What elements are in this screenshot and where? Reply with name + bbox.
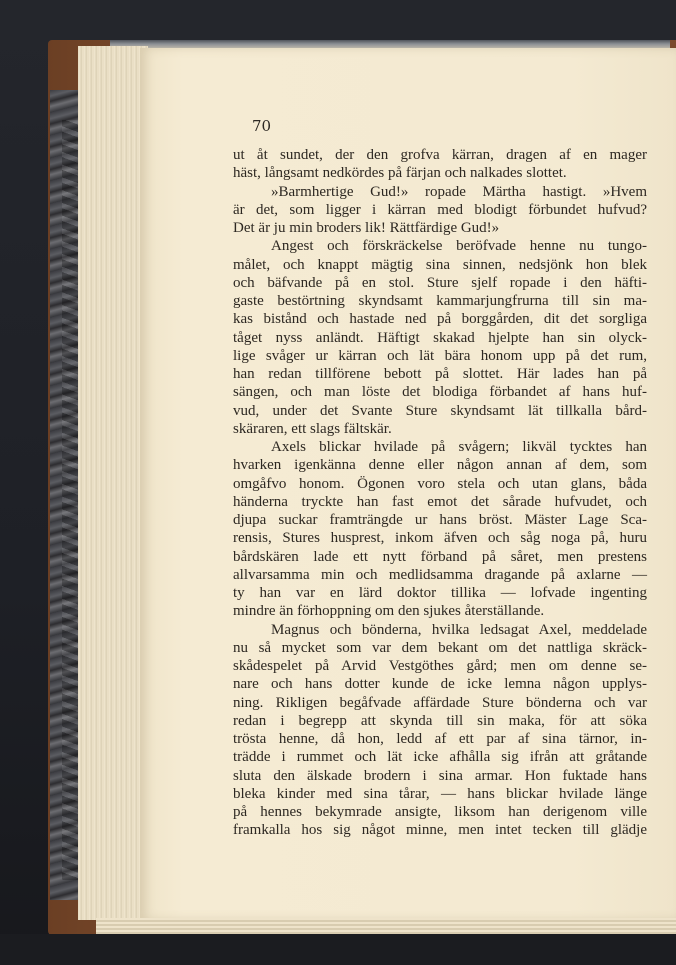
text-line: bleka kinder med sina tårar, — hans blickar hvilade länge: [233, 785, 647, 802]
text-line: han redan tillförene bebott på slottet. Här lades han på: [233, 366, 647, 382]
text-line: mindre än förhoppning om den sjukes återställande.: [233, 603, 545, 620]
bottom-background: [0, 934, 676, 965]
text-line: nare och hans dotter kunde de icke lemna någon upplys-: [233, 676, 647, 693]
text-line: på hennes bekymrade ansigte, liksom han derigenom ville: [233, 804, 647, 820]
text-line: trösta henne, då hon, ledd af ett par af sina tärnor, in-: [233, 731, 647, 747]
text-line: framkalla hos sig något minne, men intet tecken till glädje: [233, 822, 647, 839]
text-line: djupa suckar framträngde ur hans bröst. Mäster Lage Sca-: [233, 512, 647, 528]
text-line: Angest och förskräckelse beröfvade henne nu tungo-: [271, 238, 647, 255]
text-line: trädde i rummet och lät icke afhålla sig ifrån att gråtande: [233, 749, 647, 766]
text-line: hvarken igenkänna denne eller någon annan af dem, som: [233, 457, 647, 474]
text-line: lige svåger ur kärran och lät bära honom upp på det rum,: [233, 347, 647, 364]
text-line: målet, och knappt mägtig sina sinnen, nedsjönk hon blek: [233, 256, 647, 273]
text-line: omgåfvo honom. Ögonen voro stela och utan glans, båda: [233, 475, 647, 492]
text-line: och bäfvande på en stol. Sture sjelf ropade i den häfti-: [233, 274, 647, 291]
text-line: tåget nyss anländt. Häftigt skakad hjelpte han sin olyck-: [233, 329, 647, 346]
text-line: sluta den älskade brodern i sina armar. Hon fuktade hans: [233, 767, 647, 784]
text-line: ning. Rikligen begåfvade affärdade Sture bönderna och var: [233, 694, 647, 711]
text-line: vud, under det Svante Sture skyndsamt lät tillkalla bård-: [233, 402, 647, 419]
text-line: rensis, Stures husprest, inkom äfven och såg noga på, huru: [233, 530, 647, 547]
text-line: sängen, och man löste det blodiga förbandet af hans huf-: [233, 384, 647, 401]
text-line: ut åt sundet, der den grofva kärran, dragen af en mager: [233, 147, 647, 163]
text-line: Det är ju min broders lik! Rättfärdige Gud!»: [233, 220, 500, 236]
text-line: nu så mycket som var dem bekant om det nattliga skräck-: [233, 639, 647, 656]
text-line: Magnus och bönderna, hvilka ledsagat Axel, meddelade: [271, 621, 647, 638]
text-line: häst, långsamt nedkördes på färjan och nalkades slottet.: [233, 165, 567, 182]
page-text: [233, 146, 647, 840]
text-line: kas bistånd och hastade ned på borggården, dit det sorgliga: [233, 311, 647, 328]
text-line: allvarsamma min och medlidsamma dragande på axlarne —: [233, 566, 647, 583]
bottom-page-edge: [96, 918, 676, 934]
text-line: »Barmhertige Gud!» ropade Märtha hastigt. »Hvem: [271, 183, 647, 200]
page-number: 70: [252, 117, 272, 135]
text-line: skådespelet på Arvid Vestgöthes gård; men om denne se-: [233, 658, 647, 674]
text-line: händerna tryckte han fast emot det sårade hufvudet, och: [233, 493, 647, 510]
text-line: gaste bestörtning skyndsamt kammarjungfrurna till sin ma-: [233, 293, 647, 309]
text-line: är det, som ligger i kärran med blodigt förbundet hufvud?: [233, 201, 647, 218]
text-line: Axels blickar hvilade på svågern; likväl tycktes han: [271, 439, 647, 455]
text-line: redan i begrepp att skynda till sin maka, för att söka: [233, 712, 647, 729]
text-line: skäraren, ett slags fältskär.: [233, 420, 392, 437]
text-line: bårdskären lade ett nytt förband på såret, men prestens: [233, 548, 647, 565]
text-line: ty han var en lärd doktor tillika — lofvade ingenting: [233, 585, 647, 601]
page-edges: [78, 46, 148, 920]
